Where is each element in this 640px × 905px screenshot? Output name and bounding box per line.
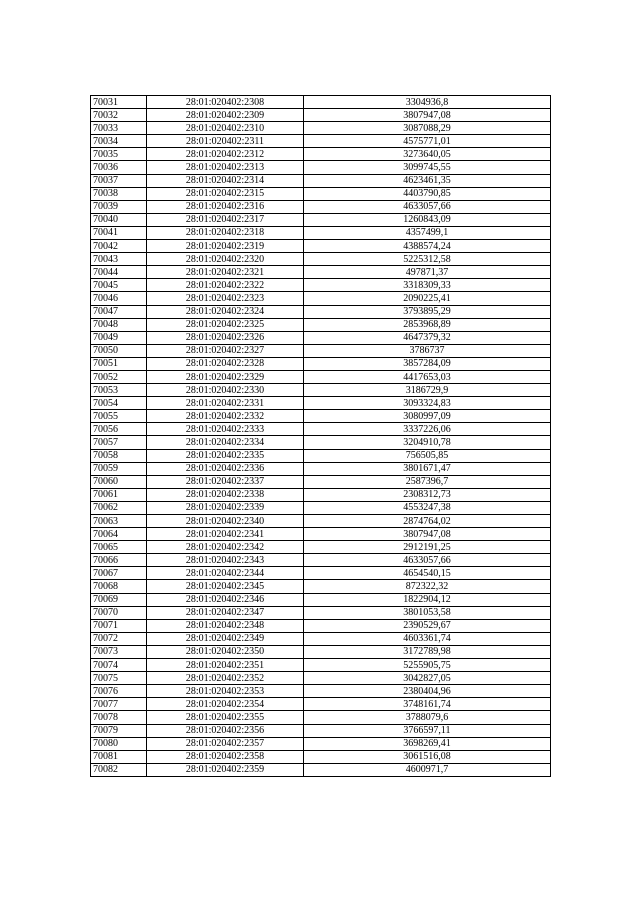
- table-row: [91, 685, 551, 698]
- cadastral-value-cell: 3172789,98: [304, 645, 551, 658]
- cadastral-value-cell: 4388574,24: [304, 240, 551, 253]
- cadastral-value-cell: 3318309,33: [304, 279, 551, 292]
- row-number-cell: 70043: [91, 253, 147, 266]
- table-row: [91, 384, 551, 397]
- row-number-cell: 70042: [91, 240, 147, 253]
- table-body: [91, 96, 551, 777]
- table-row: [91, 475, 551, 488]
- table-row: [91, 96, 551, 109]
- row-number-cell: 70053: [91, 384, 147, 397]
- cadastral-value-cell: 3766597,11: [304, 724, 551, 737]
- table-row: [91, 174, 551, 187]
- cadastral-number-cell: 28:01:020402:2327: [147, 344, 304, 357]
- row-number-cell: 70061: [91, 488, 147, 501]
- row-number-cell: 70082: [91, 763, 147, 776]
- cadastral-value-cell: 4623461,35: [304, 174, 551, 187]
- row-number-cell: 70036: [91, 161, 147, 174]
- cadastral-number-cell: 28:01:020402:2346: [147, 593, 304, 606]
- cadastral-value-cell: 872322,32: [304, 580, 551, 593]
- table-row: [91, 410, 551, 423]
- table-row: [91, 344, 551, 357]
- row-number-cell: 70070: [91, 606, 147, 619]
- cadastral-number-cell: 28:01:020402:2314: [147, 174, 304, 187]
- row-number-cell: 70081: [91, 750, 147, 763]
- cadastral-value-cell: 756505,85: [304, 449, 551, 462]
- table-row: [91, 515, 551, 528]
- cadastral-value-cell: 4647379,32: [304, 331, 551, 344]
- row-number-cell: 70046: [91, 292, 147, 305]
- row-number-cell: 70060: [91, 475, 147, 488]
- row-number-cell: 70041: [91, 226, 147, 239]
- table-row: [91, 554, 551, 567]
- cadastral-number-cell: 28:01:020402:2331: [147, 397, 304, 410]
- table-row: [91, 501, 551, 514]
- table-row: [91, 161, 551, 174]
- row-number-cell: 70067: [91, 567, 147, 580]
- row-number-cell: 70074: [91, 659, 147, 672]
- cadastral-number-cell: 28:01:020402:2351: [147, 659, 304, 672]
- cadastral-number-cell: 28:01:020402:2350: [147, 645, 304, 658]
- table-row: [91, 436, 551, 449]
- cadastral-number-cell: 28:01:020402:2309: [147, 109, 304, 122]
- row-number-cell: 70045: [91, 279, 147, 292]
- row-number-cell: 70051: [91, 357, 147, 370]
- table-row: [91, 331, 551, 344]
- cadastral-number-cell: 28:01:020402:2312: [147, 148, 304, 161]
- cadastral-value-table: [90, 95, 551, 777]
- cadastral-value-cell: 3337226,06: [304, 423, 551, 436]
- cadastral-value-cell: 3087088,29: [304, 122, 551, 135]
- table-row: [91, 711, 551, 724]
- cadastral-value-cell: 3093324,83: [304, 397, 551, 410]
- cadastral-number-cell: 28:01:020402:2325: [147, 318, 304, 331]
- table-row: [91, 541, 551, 554]
- cadastral-value-cell: 3099745,55: [304, 161, 551, 174]
- row-number-cell: 70062: [91, 501, 147, 514]
- table-row: [91, 292, 551, 305]
- table-row: [91, 279, 551, 292]
- row-number-cell: 70048: [91, 318, 147, 331]
- cadastral-number-cell: 28:01:020402:2333: [147, 423, 304, 436]
- row-number-cell: 70055: [91, 410, 147, 423]
- cadastral-value-cell: 2853968,89: [304, 318, 551, 331]
- cadastral-value-cell: 3807947,08: [304, 528, 551, 541]
- table-row: [91, 750, 551, 763]
- cadastral-value-cell: 3273640,05: [304, 148, 551, 161]
- cadastral-value-cell: 2912191,25: [304, 541, 551, 554]
- cadastral-number-cell: 28:01:020402:2345: [147, 580, 304, 593]
- table-row: [91, 567, 551, 580]
- row-number-cell: 70031: [91, 96, 147, 109]
- cadastral-value-cell: 3786737: [304, 344, 551, 357]
- row-number-cell: 70035: [91, 148, 147, 161]
- cadastral-number-cell: 28:01:020402:2308: [147, 96, 304, 109]
- cadastral-value-cell: 3857284,09: [304, 357, 551, 370]
- cadastral-value-cell: 2380404,96: [304, 685, 551, 698]
- row-number-cell: 70038: [91, 187, 147, 200]
- row-number-cell: 70077: [91, 698, 147, 711]
- cadastral-value-cell: 497871,37: [304, 266, 551, 279]
- cadastral-number-cell: 28:01:020402:2310: [147, 122, 304, 135]
- cadastral-value-cell: 3807947,08: [304, 109, 551, 122]
- table-row: [91, 423, 551, 436]
- cadastral-value-cell: 2587396,7: [304, 475, 551, 488]
- table-row: [91, 763, 551, 776]
- cadastral-number-cell: 28:01:020402:2356: [147, 724, 304, 737]
- table-row: [91, 632, 551, 645]
- row-number-cell: 70073: [91, 645, 147, 658]
- table-row: [91, 724, 551, 737]
- cadastral-number-cell: 28:01:020402:2332: [147, 410, 304, 423]
- cadastral-number-cell: 28:01:020402:2338: [147, 488, 304, 501]
- table-row: [91, 305, 551, 318]
- table-row: [91, 698, 551, 711]
- cadastral-value-cell: 3304936,8: [304, 96, 551, 109]
- row-number-cell: 70044: [91, 266, 147, 279]
- cadastral-number-cell: 28:01:020402:2319: [147, 240, 304, 253]
- cadastral-value-cell: 4603361,74: [304, 632, 551, 645]
- row-number-cell: 70040: [91, 213, 147, 226]
- row-number-cell: 70058: [91, 449, 147, 462]
- table-row: [91, 593, 551, 606]
- cadastral-number-cell: 28:01:020402:2329: [147, 370, 304, 383]
- row-number-cell: 70047: [91, 305, 147, 318]
- table-row: [91, 528, 551, 541]
- cadastral-value-cell: 3801671,47: [304, 462, 551, 475]
- table-row: [91, 357, 551, 370]
- cadastral-number-cell: 28:01:020402:2322: [147, 279, 304, 292]
- cadastral-number-cell: 28:01:020402:2344: [147, 567, 304, 580]
- cadastral-number-cell: 28:01:020402:2347: [147, 606, 304, 619]
- table-row: [91, 148, 551, 161]
- row-number-cell: 70059: [91, 462, 147, 475]
- cadastral-value-cell: 2090225,41: [304, 292, 551, 305]
- table-row: [91, 370, 551, 383]
- cadastral-value-cell: 3061516,08: [304, 750, 551, 763]
- cadastral-value-cell: 4575771,01: [304, 135, 551, 148]
- table-row: [91, 318, 551, 331]
- cadastral-value-cell: 4633057,66: [304, 200, 551, 213]
- cadastral-number-cell: 28:01:020402:2349: [147, 632, 304, 645]
- row-number-cell: 70069: [91, 593, 147, 606]
- cadastral-number-cell: 28:01:020402:2323: [147, 292, 304, 305]
- table-row: [91, 122, 551, 135]
- row-number-cell: 70071: [91, 619, 147, 632]
- table-row: [91, 659, 551, 672]
- cadastral-value-cell: 4600971,7: [304, 763, 551, 776]
- row-number-cell: 70064: [91, 528, 147, 541]
- cadastral-number-cell: 28:01:020402:2335: [147, 449, 304, 462]
- cadastral-number-cell: 28:01:020402:2318: [147, 226, 304, 239]
- cadastral-number-cell: 28:01:020402:2358: [147, 750, 304, 763]
- cadastral-value-cell: 3793895,29: [304, 305, 551, 318]
- row-number-cell: 70072: [91, 632, 147, 645]
- cadastral-value-cell: 3204910,78: [304, 436, 551, 449]
- table-row: [91, 135, 551, 148]
- row-number-cell: 70080: [91, 737, 147, 750]
- cadastral-value-cell: 3042827,05: [304, 672, 551, 685]
- table-row: [91, 606, 551, 619]
- table-row: [91, 645, 551, 658]
- row-number-cell: 70050: [91, 344, 147, 357]
- cadastral-number-cell: 28:01:020402:2330: [147, 384, 304, 397]
- table-row: [91, 266, 551, 279]
- cadastral-number-cell: 28:01:020402:2353: [147, 685, 304, 698]
- cadastral-value-cell: 5255905,75: [304, 659, 551, 672]
- table-row: [91, 200, 551, 213]
- cadastral-number-cell: 28:01:020402:2340: [147, 515, 304, 528]
- row-number-cell: 70057: [91, 436, 147, 449]
- cadastral-value-cell: 3698269,41: [304, 737, 551, 750]
- table-row: [91, 240, 551, 253]
- row-number-cell: 70079: [91, 724, 147, 737]
- table-row: [91, 580, 551, 593]
- cadastral-number-cell: 28:01:020402:2328: [147, 357, 304, 370]
- table-row: [91, 213, 551, 226]
- cadastral-number-cell: 28:01:020402:2359: [147, 763, 304, 776]
- cadastral-number-cell: 28:01:020402:2326: [147, 331, 304, 344]
- cadastral-value-cell: 3788079,6: [304, 711, 551, 724]
- cadastral-value-cell: 2308312,73: [304, 488, 551, 501]
- row-number-cell: 70037: [91, 174, 147, 187]
- cadastral-number-cell: 28:01:020402:2311: [147, 135, 304, 148]
- cadastral-value-cell: 4417653,03: [304, 370, 551, 383]
- table-row: [91, 449, 551, 462]
- row-number-cell: 70033: [91, 122, 147, 135]
- cadastral-value-cell: 2390529,67: [304, 619, 551, 632]
- row-number-cell: 70056: [91, 423, 147, 436]
- row-number-cell: 70078: [91, 711, 147, 724]
- cadastral-number-cell: 28:01:020402:2324: [147, 305, 304, 318]
- cadastral-number-cell: 28:01:020402:2313: [147, 161, 304, 174]
- row-number-cell: 70049: [91, 331, 147, 344]
- table-row: [91, 619, 551, 632]
- cadastral-value-cell: 1822904,12: [304, 593, 551, 606]
- table-row: [91, 462, 551, 475]
- table-row: [91, 672, 551, 685]
- cadastral-number-cell: 28:01:020402:2315: [147, 187, 304, 200]
- table-row: [91, 187, 551, 200]
- cadastral-number-cell: 28:01:020402:2337: [147, 475, 304, 488]
- cadastral-number-cell: 28:01:020402:2341: [147, 528, 304, 541]
- table-row: [91, 488, 551, 501]
- cadastral-value-cell: 4403790,85: [304, 187, 551, 200]
- cadastral-number-cell: 28:01:020402:2339: [147, 501, 304, 514]
- cadastral-number-cell: 28:01:020402:2317: [147, 213, 304, 226]
- cadastral-value-cell: 2874764,02: [304, 515, 551, 528]
- cadastral-value-cell: 4553247,38: [304, 501, 551, 514]
- cadastral-number-cell: 28:01:020402:2354: [147, 698, 304, 711]
- cadastral-number-cell: 28:01:020402:2336: [147, 462, 304, 475]
- cadastral-value-cell: 5225312,58: [304, 253, 551, 266]
- cadastral-number-cell: 28:01:020402:2316: [147, 200, 304, 213]
- row-number-cell: 70054: [91, 397, 147, 410]
- cadastral-number-cell: 28:01:020402:2342: [147, 541, 304, 554]
- row-number-cell: 70066: [91, 554, 147, 567]
- row-number-cell: 70063: [91, 515, 147, 528]
- row-number-cell: 70065: [91, 541, 147, 554]
- cadastral-value-cell: 3801053,58: [304, 606, 551, 619]
- cadastral-value-cell: 4654540,15: [304, 567, 551, 580]
- cadastral-value-cell: 3080997,09: [304, 410, 551, 423]
- row-number-cell: 70068: [91, 580, 147, 593]
- cadastral-value-cell: 1260843,09: [304, 213, 551, 226]
- cadastral-number-cell: 28:01:020402:2343: [147, 554, 304, 567]
- row-number-cell: 70032: [91, 109, 147, 122]
- cadastral-value-cell: 4357499,1: [304, 226, 551, 239]
- cadastral-number-cell: 28:01:020402:2352: [147, 672, 304, 685]
- cadastral-number-cell: 28:01:020402:2348: [147, 619, 304, 632]
- cadastral-number-cell: 28:01:020402:2355: [147, 711, 304, 724]
- row-number-cell: 70076: [91, 685, 147, 698]
- table-row: [91, 737, 551, 750]
- cadastral-value-cell: 3748161,74: [304, 698, 551, 711]
- row-number-cell: 70075: [91, 672, 147, 685]
- cadastral-number-cell: 28:01:020402:2334: [147, 436, 304, 449]
- cadastral-value-cell: 3186729,9: [304, 384, 551, 397]
- cadastral-value-cell: 4633057,66: [304, 554, 551, 567]
- cadastral-number-cell: 28:01:020402:2320: [147, 253, 304, 266]
- table-row: [91, 109, 551, 122]
- row-number-cell: 70034: [91, 135, 147, 148]
- table-row: [91, 397, 551, 410]
- table-row: [91, 253, 551, 266]
- row-number-cell: 70052: [91, 370, 147, 383]
- table-row: [91, 226, 551, 239]
- row-number-cell: 70039: [91, 200, 147, 213]
- cadastral-number-cell: 28:01:020402:2321: [147, 266, 304, 279]
- cadastral-number-cell: 28:01:020402:2357: [147, 737, 304, 750]
